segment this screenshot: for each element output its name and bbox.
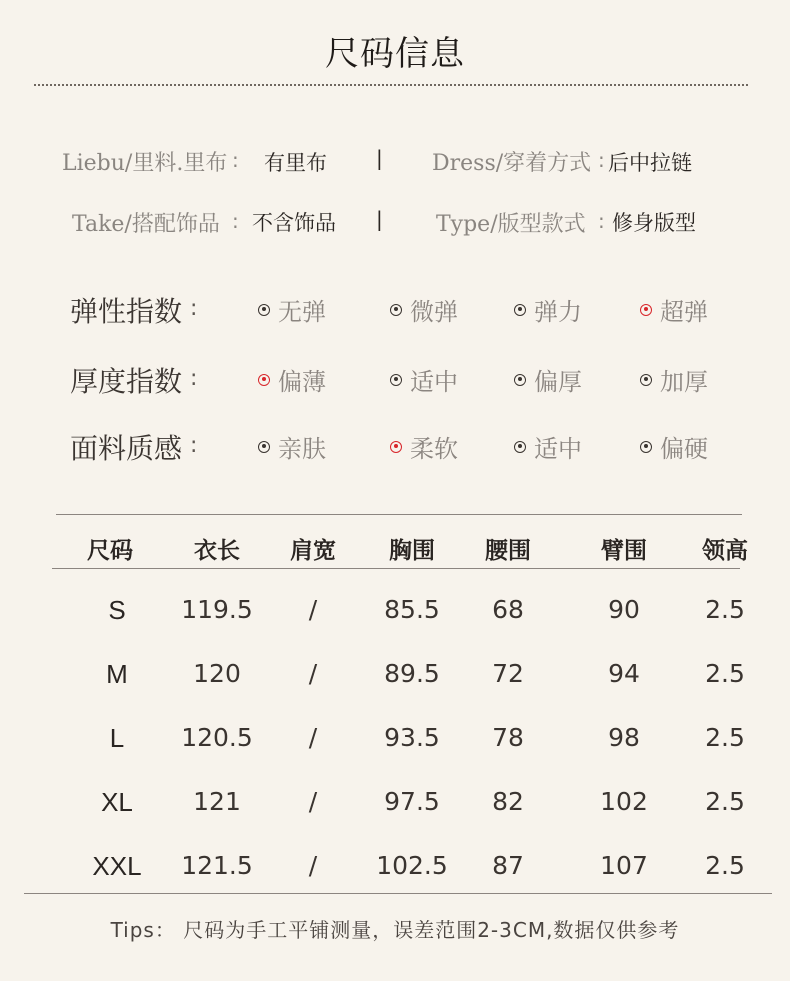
accessory-value: 不含饰品 bbox=[252, 211, 336, 235]
thickness-option bbox=[390, 362, 458, 397]
table-cell: 120 bbox=[193, 659, 241, 688]
elasticity-option-label: 超弹 bbox=[660, 298, 708, 326]
table-cell: 2.5 bbox=[705, 787, 745, 816]
info-separator: | bbox=[376, 146, 383, 170]
thickness-option-label: 加厚 bbox=[660, 368, 708, 396]
thickness-option bbox=[640, 362, 708, 397]
table-cell: 2.5 bbox=[705, 595, 745, 624]
table-cell: 78 bbox=[492, 723, 524, 752]
table-cell: 68 bbox=[492, 595, 524, 624]
thickness-colon: : bbox=[190, 366, 198, 391]
accessory-label: Take/搭配饰品 bbox=[72, 212, 220, 237]
texture-label: 面料质感 bbox=[70, 432, 183, 465]
texture-option-label: 亲肤 bbox=[278, 435, 326, 463]
dress-label: Dress/穿着方式 bbox=[432, 151, 592, 176]
table-cell: 2.5 bbox=[705, 851, 745, 880]
table-cell: / bbox=[308, 851, 318, 880]
size-cell: M bbox=[106, 659, 128, 689]
thickness-option bbox=[258, 362, 326, 397]
texture-colon: : bbox=[190, 433, 198, 458]
table-cell: 90 bbox=[608, 595, 640, 624]
elasticity-option bbox=[258, 292, 326, 327]
lining-colon: : bbox=[232, 148, 239, 172]
size-cell: L bbox=[109, 723, 125, 753]
table-cell: 89.5 bbox=[384, 659, 440, 688]
table-cell: 121 bbox=[193, 787, 241, 816]
thickness-label: 厚度指数 bbox=[70, 365, 183, 398]
elasticity-colon: : bbox=[190, 296, 198, 321]
texture-option-label: 适中 bbox=[534, 435, 582, 463]
table-header-cell: 肩宽 bbox=[290, 538, 336, 564]
size-cell: XXL bbox=[92, 851, 142, 881]
radio-icon bbox=[258, 304, 270, 316]
table-cell: 102 bbox=[600, 787, 648, 816]
size-cell: S bbox=[108, 595, 126, 625]
page-title: 尺码信息 bbox=[325, 34, 465, 74]
elasticity-option-label: 微弹 bbox=[410, 298, 458, 326]
elasticity-option bbox=[390, 292, 458, 327]
table-header-cell: 臂围 bbox=[601, 538, 647, 564]
lining-label: Liebu/里料.里布 bbox=[62, 151, 228, 176]
table-cell: 97.5 bbox=[384, 787, 440, 816]
size-cell: XL bbox=[101, 787, 133, 817]
radio-icon bbox=[390, 304, 402, 316]
elasticity-label: 弹性指数 bbox=[70, 295, 183, 328]
title-divider bbox=[34, 84, 748, 86]
texture-option-label: 柔软 bbox=[410, 435, 458, 463]
table-cell: / bbox=[308, 787, 318, 816]
radio-selected-icon bbox=[640, 304, 652, 316]
table-header-cell: 腰围 bbox=[485, 538, 531, 564]
texture-option bbox=[390, 429, 458, 464]
table-cell: 120.5 bbox=[181, 723, 253, 752]
radio-icon bbox=[640, 374, 652, 386]
thickness-option-label: 适中 bbox=[410, 368, 458, 396]
thickness-option-label: 偏薄 bbox=[278, 368, 326, 396]
radio-icon bbox=[514, 374, 526, 386]
table-cell: 2.5 bbox=[705, 659, 745, 688]
radio-icon bbox=[514, 441, 526, 453]
accessory-colon: : bbox=[232, 209, 239, 233]
texture-option bbox=[514, 429, 582, 464]
table-cell: 102.5 bbox=[376, 851, 448, 880]
elasticity-option-label: 弹力 bbox=[534, 298, 582, 326]
table-cell: 85.5 bbox=[384, 595, 440, 624]
table-bottom-rule bbox=[24, 893, 772, 894]
table-cell: 82 bbox=[492, 787, 524, 816]
table-cell: / bbox=[308, 723, 318, 752]
radio-icon bbox=[258, 441, 270, 453]
elasticity-option bbox=[514, 292, 582, 327]
table-cell: 107 bbox=[600, 851, 648, 880]
table-cell: 94 bbox=[608, 659, 640, 688]
texture-option-label: 偏硬 bbox=[660, 435, 708, 463]
table-cell: 2.5 bbox=[705, 723, 745, 752]
table-cell: / bbox=[308, 595, 318, 624]
table-cell: 93.5 bbox=[384, 723, 440, 752]
thickness-option-label: 偏厚 bbox=[534, 368, 582, 396]
table-header-rule bbox=[52, 568, 740, 569]
info-separator: | bbox=[376, 207, 383, 231]
radio-selected-icon bbox=[258, 374, 270, 386]
type-label: Type/版型款式 bbox=[436, 212, 586, 237]
texture-option bbox=[640, 429, 708, 464]
dress-value: 后中拉链 bbox=[608, 151, 692, 175]
type-value: 修身版型 bbox=[612, 211, 696, 235]
table-header-cell: 领高 bbox=[702, 538, 748, 564]
thickness-option bbox=[514, 362, 582, 397]
table-header-cell: 尺码 bbox=[87, 538, 133, 564]
elasticity-option bbox=[640, 292, 708, 327]
table-cell: 119.5 bbox=[181, 595, 253, 624]
radio-selected-icon bbox=[390, 441, 402, 453]
table-cell: 98 bbox=[608, 723, 640, 752]
radio-icon bbox=[640, 441, 652, 453]
table-top-rule bbox=[56, 514, 742, 515]
table-header-cell: 胸围 bbox=[389, 538, 435, 564]
radio-icon bbox=[390, 374, 402, 386]
type-colon: : bbox=[598, 209, 605, 233]
table-cell: 72 bbox=[492, 659, 524, 688]
table-cell: / bbox=[308, 659, 318, 688]
elasticity-option-label: 无弹 bbox=[278, 298, 326, 326]
radio-icon bbox=[514, 304, 526, 316]
tips-note: Tips： 尺码为手工平铺测量，误差范围2-3CM,数据仅供参考 bbox=[110, 918, 680, 942]
table-cell: 121.5 bbox=[181, 851, 253, 880]
dress-colon: : bbox=[598, 148, 605, 172]
table-cell: 87 bbox=[492, 851, 524, 880]
lining-value: 有里布 bbox=[264, 151, 327, 175]
texture-option bbox=[258, 429, 326, 464]
table-header-cell: 衣长 bbox=[194, 538, 240, 564]
